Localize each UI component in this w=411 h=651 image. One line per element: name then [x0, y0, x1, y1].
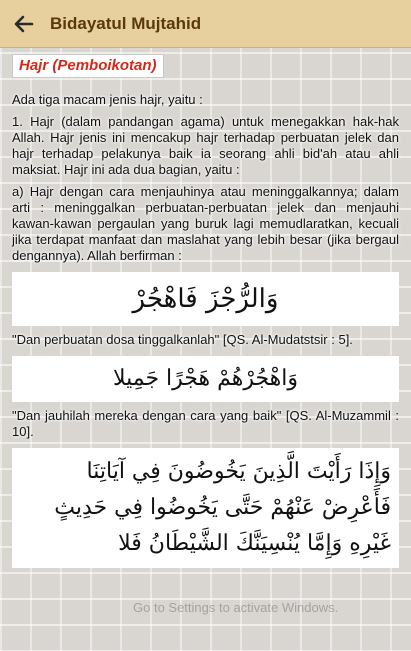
paragraph-1: 1. Hajr (dalam pandangan agama) untuk menegakkan hak-hak Allah. Hajr jenis ini mencakup hajr terhadap perbuatan jelek dan hajr terhadap pelakunya baik ia seorang ahli bid'ah atau ahli maksiat. Hajr ini ada dua bagian, yaitu :: [12, 114, 399, 177]
section-title: Hajr (Pemboikotan): [19, 57, 157, 74]
arrow-left-icon: [14, 14, 34, 34]
section-title-box: [12, 54, 164, 78]
app-bar: [0, 0, 411, 48]
translation-2: "Dan jauhilah mereka dengan cara yang baik" [QS. Al-Muzammil : 10].: [12, 408, 399, 439]
paragraph-intro: Ada tiga macam jenis hajr, yaitu :: [12, 92, 203, 107]
windows-activation-watermark: Go to Settings to activate Windows.: [133, 600, 339, 615]
app-title: Bidayatul Mujtahid: [50, 13, 202, 33]
translation-1: "Dan perbuatan dosa tinggalkanlah" [QS. Al-Mudatstsir : 5].: [12, 332, 353, 347]
quran-verse-3: وَإِذَا رَأَيْتَ الَّذِينَ يَخُوضُونَ فِي آيَاتِنَا فَأَعْرِضْ عَنْهُمْ حَتَّى يَخُوضُوا فِي حَدِيثٍ غَيْرِهِ وَإِمَّا يُنْسِيَنَّكَ الشَّيْطَانُ فَلا: [12, 448, 399, 568]
quran-verse-1: وَالرُّجْزَ فَاهْجُرْ: [12, 272, 399, 326]
paragraph-2: a) Hajr dengan cara menjauhinya atau meninggalkannya; dalam arti : meninggalkan perbuatan-perbuatan jelek dan menjauhi kawan-kawan pergaulan yang buruk lagi memudlaratkan, kecuali jika terdapat manfaat dan maslahat yang lebih besar (jika bergaul dengannya). Allah berfirman :: [12, 184, 399, 263]
article-content: [0, 48, 411, 651]
quran-verse-2: وَاهْجُرْهُمْ هَجْرًا جَمِيلا: [12, 356, 399, 402]
back-button[interactable]: [0, 0, 48, 48]
